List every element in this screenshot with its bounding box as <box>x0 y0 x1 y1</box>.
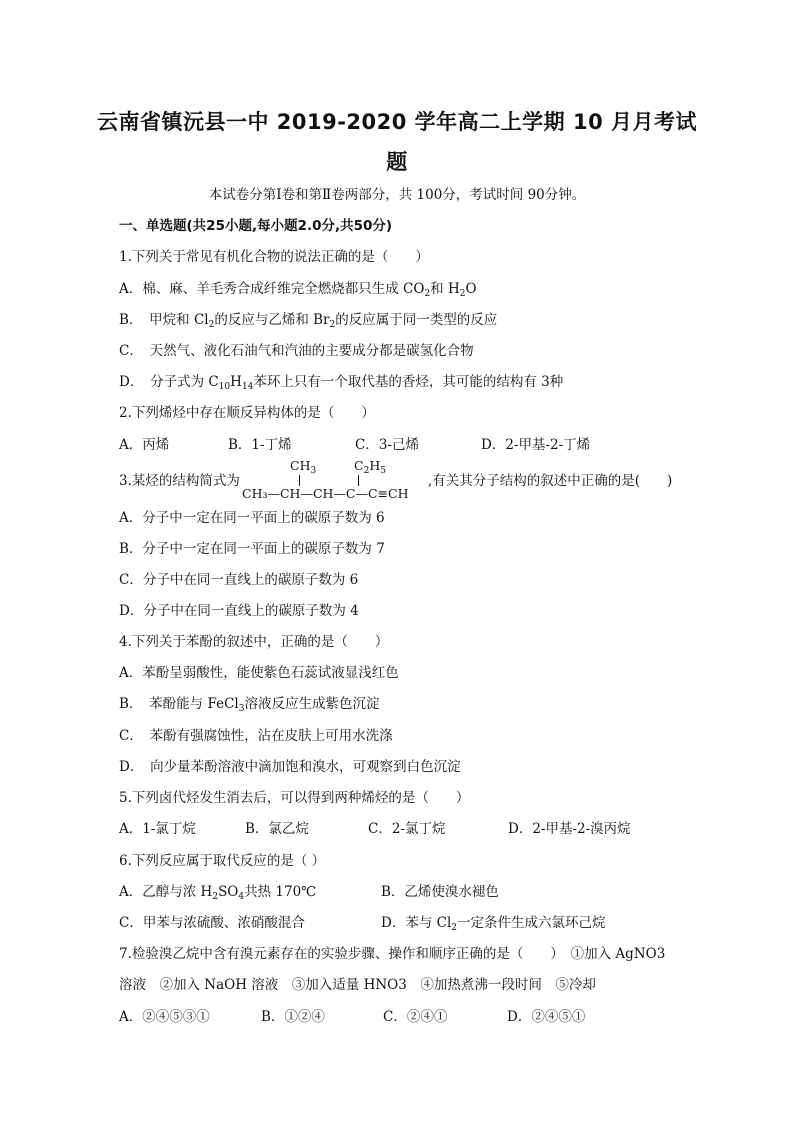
substituent-c2h5: $C_2H_5$ <box>354 458 386 476</box>
q3-option-d: D．分子中在同一直线上的碳原子数为 4 <box>119 603 359 619</box>
q5-option-c: C．2-氯丁烷 <box>368 821 446 837</box>
q5-stem: 5.下列卤代烃发生消去后，可以得到两种烯烃的是（ ） <box>119 790 470 806</box>
q1-option-a: A．棉、麻、羊毛秀合成纤维完全燃烧都只生成 $CO_2$和 $H_2O$ <box>119 281 477 299</box>
q4-option-a: A．苯酚呈弱酸性，能使紫色石蕊试液显浅红色 <box>119 665 399 681</box>
main-chain: CH₃—CH—CH—C—C≡CH <box>242 486 409 501</box>
substituent-ch3: $CH_3$ <box>290 458 317 476</box>
q4-option-d: D． 向少量苯酚溶液中滴加饱和溴水，可观察到白色沉淀 <box>119 759 461 775</box>
exam-title-line1: 云南省镇沅县一中 2019-2020 学年高二上学期 10 月月考试 <box>96 110 698 134</box>
bond-vertical-2 <box>358 475 359 486</box>
q2-option-c: C．3-己烯 <box>355 437 419 453</box>
q7-option-a: A．②④⑤③① <box>119 1009 210 1025</box>
q1-option-d: D． 分子式为 $C_{10}H_{14}$苯环上只有一个取代基的香烃，其可能的结构有 3种 <box>119 374 564 392</box>
q4-option-c: C． 苯酚有强腐蚀性，沾在皮肤上可用水洗涤 <box>119 728 393 744</box>
q3-option-a: A．分子中一定在同一平面上的碳原子数为 6 <box>119 510 385 526</box>
exam-title-line2: 题 <box>386 150 408 174</box>
q2-option-a: A．丙烯 <box>119 437 170 453</box>
q5-option-b: B．氯乙烷 <box>245 821 309 837</box>
q2-stem: 2.下列烯烃中存在顺反异构体的是（ ） <box>119 405 375 421</box>
q5-option-d: D．2-甲基-2-溴丙烷 <box>508 821 631 837</box>
structural-formula <box>242 456 428 502</box>
q1-option-b: B． 甲烷和 $Cl_2$的反应与乙烯和 $Br_2$的反应属于同一类型的反应 <box>119 312 498 330</box>
bond-vertical-1 <box>299 475 300 486</box>
q6-option-a: A．乙醇与浓 $H_2SO_4$共热 170℃ <box>119 884 317 902</box>
q7-stem-line2: 溶液 ②加入 NaOH 溶液 ③加入适量 HNO3 ④加热煮沸一段时间 ⑤冷却 <box>119 977 596 993</box>
q7-stem-line1: 7.检验溴乙烷中含有溴元素存在的实验步骤、操作和顺序正确的是（ ） ①加入 AgNO3 <box>119 946 666 962</box>
exam-intro: 本试卷分第Ⅰ卷和第Ⅱ卷两部分，共 100分，考试时间 90分钟。 <box>208 187 586 203</box>
q4-stem: 4.下列关于苯酚的叙述中，正确的是（ ） <box>119 634 389 650</box>
q1-option-c: C． 天然气、液化石油气和汽油的主要成分都是碳氢化合物 <box>119 343 474 359</box>
section-heading: 一、单选题(共25小题,每小题2.0分,共50分) <box>119 218 393 234</box>
q6-option-b: B．乙烯使溴水褪色 <box>381 884 499 900</box>
q6-option-d: D．苯与 $Cl_2$一定条件生成六氯环己烷 <box>381 915 606 933</box>
q6-option-c: C．甲苯与浓硫酸、浓硝酸混合 <box>119 915 305 931</box>
q7-option-d: D．②④⑤① <box>507 1009 586 1025</box>
q1-stem: 1.下列关于常见有机化合物的说法正确的是（ ） <box>119 249 429 265</box>
q7-option-c: C．②④① <box>383 1009 448 1025</box>
q5-option-a: A．1-氯丁烷 <box>119 821 196 837</box>
q3-stem-prefix: 3.某烃的结构简式为 <box>119 473 240 489</box>
q6-stem: 6.下列反应属于取代反应的是（ ） <box>119 853 326 869</box>
q4-option-b: B． 苯酚能与 FeCl$_3$溶液反应生成紫色沉淀 <box>119 696 380 714</box>
q2-option-b: B．1-丁烯 <box>228 437 292 453</box>
q3-option-b: B．分子中一定在同一平面上的碳原子数为 7 <box>119 541 385 557</box>
q3-option-c: C．分子中在同一直线上的碳原子数为 6 <box>119 572 359 588</box>
q3-stem-suffix: ,有关其分子结构的叙述中正确的是( ) <box>428 473 673 489</box>
q2-option-d: D．2-甲基-2-丁烯 <box>481 437 591 453</box>
q7-option-b: B．①②④ <box>261 1009 325 1025</box>
